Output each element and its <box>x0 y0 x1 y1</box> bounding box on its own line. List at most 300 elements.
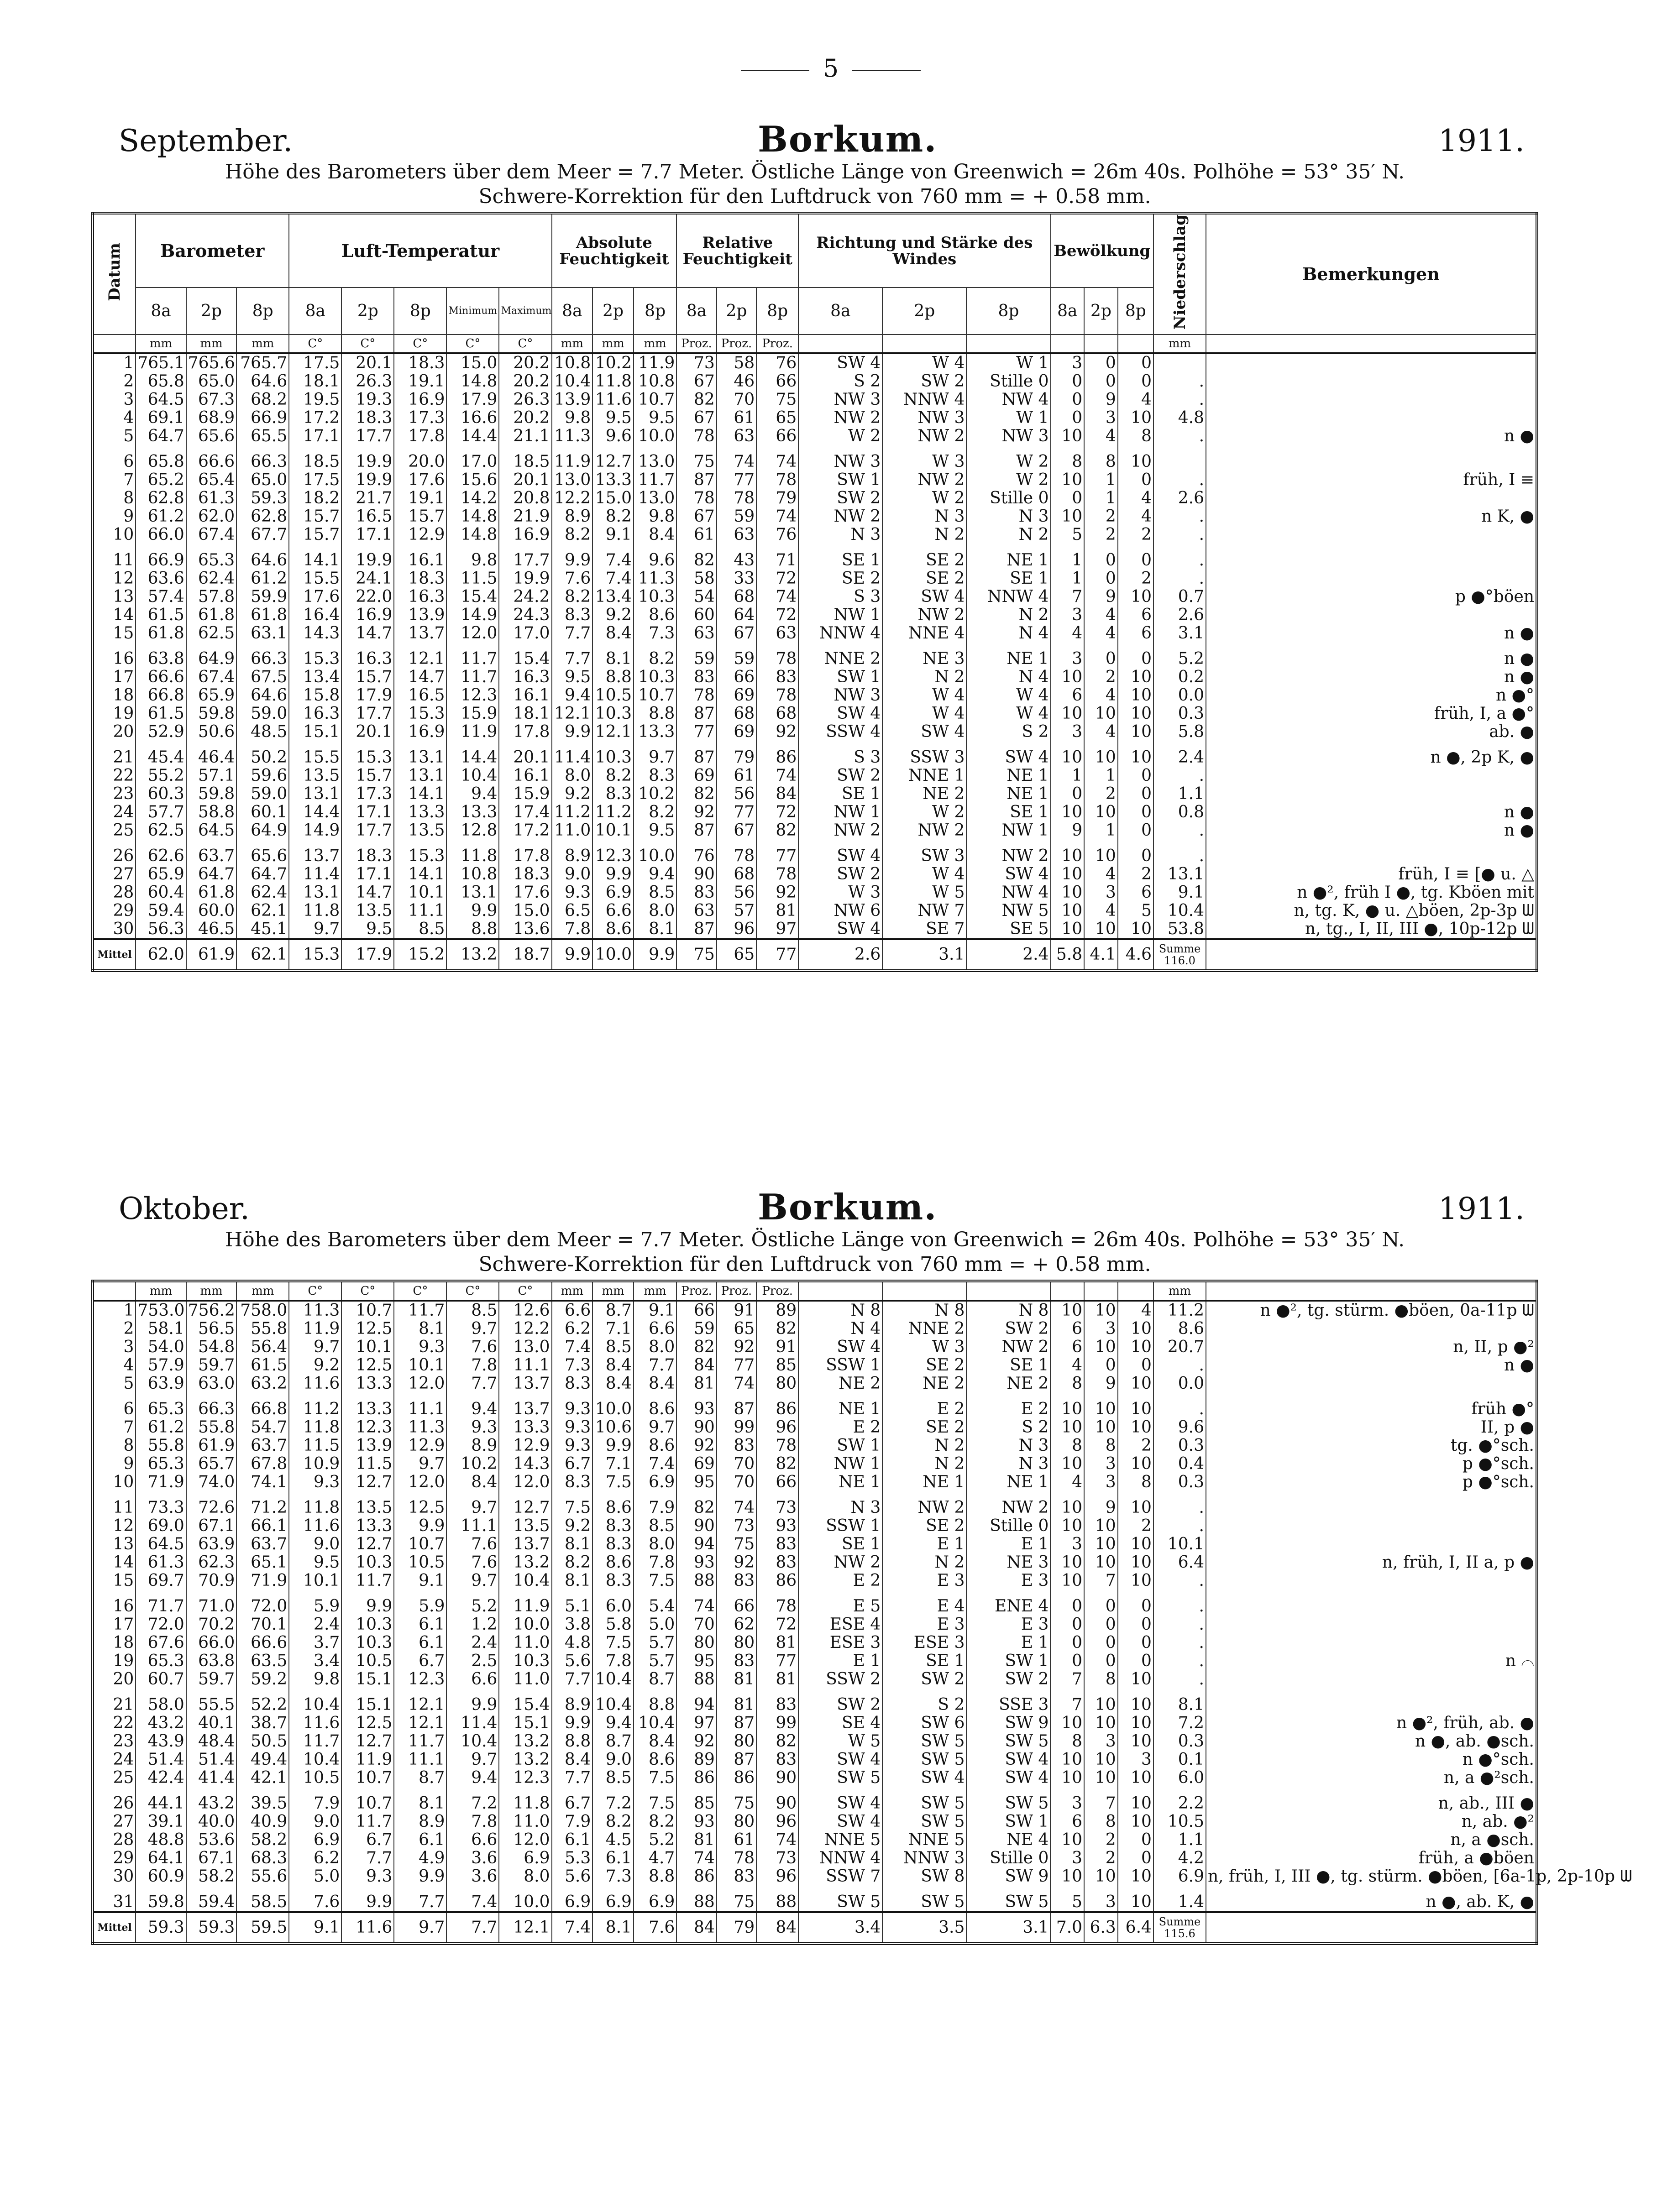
precipitation-cell: . <box>1153 1670 1206 1689</box>
cloud-2p-cell: 10 <box>1084 1553 1118 1572</box>
cloud-2p-cell: 1 <box>1084 471 1118 489</box>
temp-8p-cell: 13.5 <box>394 821 446 840</box>
temp-8a: 8a <box>289 288 341 335</box>
mittel-value: 75 <box>676 939 716 971</box>
abs-8a-cell: 9.2 <box>552 1517 593 1535</box>
table-row <box>93 606 1537 624</box>
day-cell: 18 <box>93 686 136 705</box>
cloud-8p-cell: 0 <box>1118 1652 1153 1670</box>
temp-2p-cell: 15.7 <box>341 668 394 686</box>
cloud-8a-cell: 10 <box>1050 1769 1084 1787</box>
rel-2p-cell: 67 <box>717 624 756 643</box>
wind-8a-cell: E 2 <box>798 1572 882 1590</box>
wind-2p-cell: E 4 <box>882 1590 966 1616</box>
abs-8a-cell: 8.2 <box>552 588 593 606</box>
wind-8a-cell: NW 1 <box>798 606 882 624</box>
rel-8a-cell: 83 <box>676 668 716 686</box>
rel-2p-cell: 87 <box>717 1714 756 1732</box>
summe-label: Summe <box>1159 942 1201 956</box>
temp-min-cell: 7.7 <box>446 1375 499 1393</box>
abs-8p-cell: 8.8 <box>634 1689 676 1714</box>
rel-2p-cell: 87 <box>717 1751 756 1769</box>
abs-8p-cell: 8.8 <box>634 705 676 723</box>
temp-2p-cell: 17.3 <box>341 785 394 803</box>
temp-min-cell: 1.2 <box>446 1616 499 1634</box>
precipitation-cell: 6.9 <box>1153 1867 1206 1886</box>
rel-8p-cell: 66 <box>756 427 798 445</box>
cloud-8p-cell: 0 <box>1118 372 1153 391</box>
baro-2p-cell: 51.4 <box>186 1751 236 1769</box>
baro-2p-cell: 66.0 <box>186 1634 236 1652</box>
table-row <box>93 1553 1537 1572</box>
temp-8p-cell: 6.7 <box>394 1652 446 1670</box>
year-title: 1911. <box>1438 1191 1525 1226</box>
table-row <box>93 723 1537 741</box>
baro-8p-cell: 61.5 <box>236 1356 289 1375</box>
wind-2p-cell: N 2 <box>882 526 966 544</box>
cloud-2p-cell: 1 <box>1084 821 1118 840</box>
day-cell: 9 <box>93 1455 136 1473</box>
temp-min-cell: 9.7 <box>446 1751 499 1769</box>
cloud-8a-cell: 1 <box>1051 570 1085 588</box>
abs-8a-cell: 11.0 <box>552 821 593 840</box>
temp-8p-cell: 20.0 <box>394 445 446 471</box>
baro-8a-cell: 63.8 <box>136 643 186 668</box>
abs-2p-cell: 8.2 <box>592 1813 634 1831</box>
day-cell: 27 <box>93 865 136 884</box>
remarks-cell: n, ab., III ● <box>1206 1787 1537 1813</box>
wind-2p-cell: NW 7 <box>882 902 966 920</box>
baro-2p-cell: 63.9 <box>186 1535 236 1553</box>
precipitation-cell: 0.7 <box>1153 588 1206 606</box>
abs-8p-cell: 9.5 <box>634 409 676 427</box>
cloud-8p-cell: 4 <box>1118 1301 1153 1320</box>
precipitation-cell: 10.5 <box>1153 1813 1206 1831</box>
baro-2p-cell: 67.4 <box>186 668 236 686</box>
remarks-cell: n ●°sch. <box>1206 1751 1537 1769</box>
precipitation-cell: 5.8 <box>1153 723 1206 741</box>
wind-8a-cell: S 3 <box>798 588 882 606</box>
baro-8a-cell: 61.5 <box>136 606 186 624</box>
temp-min-cell: 14.2 <box>446 489 499 507</box>
rel-8a-cell: 87 <box>676 821 716 840</box>
baro-8p-cell: 54.7 <box>236 1418 289 1437</box>
wind-2p-cell: SW 5 <box>882 1732 966 1751</box>
abs-8a-cell: 9.4 <box>552 686 593 705</box>
cloud-8a-cell: 10 <box>1050 1455 1084 1473</box>
wind-8a-cell: SSW 1 <box>798 1356 882 1375</box>
precipitation-cell: 0.3 <box>1153 705 1206 723</box>
temp-min-cell: 15.9 <box>446 705 499 723</box>
unit-blank <box>93 1281 136 1301</box>
cloud-8a-cell: 8 <box>1051 445 1085 471</box>
wind-8a-cell: NE 1 <box>798 1473 882 1491</box>
precipitation-cell: 0.4 <box>1153 1455 1206 1473</box>
temp-8p-cell: 9.1 <box>394 1572 446 1590</box>
cloud-8p-cell: 0 <box>1118 767 1153 785</box>
cloud-2p-cell: 0 <box>1084 570 1118 588</box>
rel-8p-cell: 82 <box>756 1732 798 1751</box>
wind-8a-cell: SW 1 <box>798 1437 882 1455</box>
cloud-2p-cell: 0 <box>1084 372 1118 391</box>
rel-8p-cell: 77 <box>756 840 798 865</box>
temp-min-cell: 15.0 <box>446 353 499 372</box>
cloud-8a-cell: 10 <box>1051 920 1085 939</box>
temp-2p-cell: 18.3 <box>341 409 394 427</box>
baro-8a-cell: 73.3 <box>136 1491 186 1517</box>
temp-8a-cell: 7.6 <box>289 1886 341 1912</box>
rel-2p-cell: 66 <box>717 668 756 686</box>
table-row <box>93 471 1537 489</box>
temp-8p-cell: 8.9 <box>394 1813 446 1831</box>
station-info-line: Höhe des Barometers über dem Meer = 7.7 Meter. Östliche Länge von Greenwich = 26m 40s. Polhöhe = 53° 35′ N. <box>225 1228 1405 1251</box>
wind-8p-cell: NNW 4 <box>966 588 1050 606</box>
wind-2p-cell: W 4 <box>882 686 966 705</box>
cloud-2p-cell: 10 <box>1084 741 1118 767</box>
day-cell: 2 <box>93 372 136 391</box>
temp-max-cell: 19.9 <box>499 570 551 588</box>
wind-8a-cell: SW 4 <box>798 1338 882 1356</box>
temp-min-cell: 2.5 <box>446 1652 499 1670</box>
baro-8p-cell: 68.3 <box>236 1849 289 1867</box>
rel-8a-cell: 87 <box>676 705 716 723</box>
wind-8a-cell: E 2 <box>798 1418 882 1437</box>
oktober-rows <box>93 1301 1632 1912</box>
temp-max-cell: 11.9 <box>499 1590 551 1616</box>
remarks-cell: n K, ● <box>1206 507 1537 526</box>
wind-8p-cell: SSE 3 <box>966 1689 1050 1714</box>
baro-8a-cell: 61.2 <box>136 1418 186 1437</box>
wind-2p-cell: SW 6 <box>882 1714 966 1732</box>
cloud-2p-cell: 2 <box>1084 785 1118 803</box>
baro-8p-cell: 48.5 <box>236 723 289 741</box>
cloud-8p-cell: 10 <box>1118 1886 1153 1912</box>
abs-8a-cell: 8.8 <box>552 1732 593 1751</box>
temp-8p-cell: 15.3 <box>394 840 446 865</box>
remarks-cell: II, p ● <box>1206 1418 1537 1437</box>
table-row <box>93 1732 1537 1751</box>
temp-max-cell: 11.0 <box>499 1670 551 1689</box>
temp-min-cell: 14.8 <box>446 526 499 544</box>
wind-8a-cell: SE 1 <box>798 1535 882 1553</box>
abs-8p-cell: 7.5 <box>634 1572 676 1590</box>
day-cell: 10 <box>93 526 136 544</box>
wind-8p-cell: W 2 <box>966 471 1050 489</box>
wind-8a-cell: NW 2 <box>798 409 882 427</box>
wind-2p-cell: NW 3 <box>882 409 966 427</box>
temp-min-cell: 9.9 <box>446 902 499 920</box>
rel-8a-cell: 83 <box>676 884 716 902</box>
rel-8p-cell: 99 <box>756 1714 798 1732</box>
rel-8a-cell: 95 <box>676 1652 716 1670</box>
mittel-value: 18.7 <box>499 939 551 971</box>
temp-min-cell: 11.5 <box>446 570 499 588</box>
table-row <box>93 1751 1537 1769</box>
temp-8p-cell: 15.7 <box>394 507 446 526</box>
abs-2p-cell: 8.3 <box>592 1572 634 1590</box>
cloud-8a-cell: 0 <box>1051 489 1085 507</box>
abs-8p-cell: 8.0 <box>634 1338 676 1356</box>
abs-8a-cell: 8.4 <box>552 1751 593 1769</box>
mittel-value: 15.2 <box>394 939 446 971</box>
remarks-cell <box>1206 526 1537 544</box>
wind-8a-cell: ESE 3 <box>798 1634 882 1652</box>
temp-8p-cell: 5.9 <box>394 1590 446 1616</box>
temp-2p-cell: 11.5 <box>341 1455 394 1473</box>
cloud-8a-cell: 10 <box>1050 1553 1084 1572</box>
precipitation-cell: 53.8 <box>1153 920 1206 939</box>
abs-8a-cell: 6.1 <box>552 1831 593 1849</box>
temp-8p-cell: 11.3 <box>394 1418 446 1437</box>
station-title: Borkum. <box>758 119 938 160</box>
temp-8a-cell: 11.2 <box>289 1393 341 1418</box>
temp-max-cell: 6.9 <box>499 1849 551 1867</box>
precipitation-cell: . <box>1153 507 1206 526</box>
precipitation-cell: 20.7 <box>1153 1338 1206 1356</box>
cloud-8p-cell: 0 <box>1118 643 1153 668</box>
wind-8p-cell: W 1 <box>966 409 1050 427</box>
abs-8a-cell: 9.2 <box>552 785 593 803</box>
wind-2p-cell: W 4 <box>882 353 966 372</box>
day-cell: 20 <box>93 723 136 741</box>
abs-8p-cell: 10.0 <box>634 427 676 445</box>
temp-max-cell: 13.5 <box>499 1517 551 1535</box>
temp-2p-cell: 21.7 <box>341 489 394 507</box>
temp-2p-cell: 12.7 <box>341 1473 394 1491</box>
day-cell: 26 <box>93 1787 136 1813</box>
baro-2p-cell: 60.0 <box>186 902 236 920</box>
temp-2p-cell: 12.5 <box>341 1320 394 1338</box>
temp-max-cell: 26.3 <box>499 391 551 409</box>
wind-8p-cell: NE 4 <box>966 1831 1050 1849</box>
unit-mm: mm <box>634 1281 676 1301</box>
temp-2p-cell: 22.0 <box>341 588 394 606</box>
rel-2p-cell: 46 <box>717 372 756 391</box>
baro-8p-cell: 64.6 <box>236 372 289 391</box>
baro-2p-cell: 63.8 <box>186 1652 236 1670</box>
wind-8a-cell: NW 3 <box>798 686 882 705</box>
table-row <box>93 409 1537 427</box>
wind-8p-cell: NW 1 <box>966 821 1050 840</box>
mittel-value: 9.7 <box>394 1912 446 1944</box>
abs-8p-cell: 9.5 <box>634 821 676 840</box>
wind-2p-cell: W 3 <box>882 1338 966 1356</box>
wind-8a-cell: NNW 4 <box>798 1849 882 1867</box>
baro-2p-cell: 55.5 <box>186 1689 236 1714</box>
rel-8p-cell: 73 <box>756 1849 798 1867</box>
rel-8p-cell: 86 <box>756 1393 798 1418</box>
temp-max-cell: 16.3 <box>499 668 551 686</box>
cloud-8a-cell: 3 <box>1050 1535 1084 1553</box>
temp-8a-cell: 11.6 <box>289 1375 341 1393</box>
baro-2p-cell: 72.6 <box>186 1491 236 1517</box>
baro-2p-cell: 62.3 <box>186 1553 236 1572</box>
precipitation-cell: . <box>1153 544 1206 570</box>
temp-8p-cell: 12.1 <box>394 1689 446 1714</box>
cloud-2p-cell: 10 <box>1084 1418 1118 1437</box>
temp-max-cell: 20.2 <box>499 409 551 427</box>
day-cell: 19 <box>93 1652 136 1670</box>
table-row <box>93 1301 1537 1320</box>
rel-2p-cell: 61 <box>717 409 756 427</box>
rel-8a-cell: 63 <box>676 624 716 643</box>
temp-8p-cell: 13.9 <box>394 606 446 624</box>
cloud-8a-cell: 10 <box>1051 803 1085 821</box>
rel-8a-cell: 93 <box>676 1553 716 1572</box>
temp-8a-cell: 15.7 <box>289 507 341 526</box>
baro-2p: 2p <box>186 288 236 335</box>
abs-8p-cell: 8.7 <box>634 1670 676 1689</box>
cloud-8p-cell: 10 <box>1118 1535 1153 1553</box>
rel-8a-cell: 66 <box>676 1301 716 1320</box>
day-cell: 2 <box>93 1320 136 1338</box>
abs-8a-cell: 4.8 <box>552 1634 593 1652</box>
baro-8a-cell: 69.0 <box>136 1517 186 1535</box>
unit-c: C° <box>446 335 499 353</box>
abs-2p-cell: 13.4 <box>592 588 634 606</box>
remarks-cell: p ●°böen <box>1206 588 1537 606</box>
temp-2p-cell: 11.7 <box>341 1572 394 1590</box>
baro-8a-cell: 55.8 <box>136 1437 186 1455</box>
day-cell: 5 <box>93 427 136 445</box>
rel-8a-cell: 81 <box>676 1831 716 1849</box>
cloud-8a-cell: 10 <box>1050 1418 1084 1437</box>
wind-8p-cell: NE 1 <box>966 767 1050 785</box>
remarks-cell: n, früh, I, III ●, tg. stürm. ●böen, [6a-1p, 2p-10p ᗯ <box>1206 1867 1537 1886</box>
rel-8a-cell: 78 <box>676 686 716 705</box>
cloud-8a-cell: 1 <box>1051 767 1085 785</box>
cloud-2p-cell: 0 <box>1084 1634 1118 1652</box>
temp-min-cell: 9.7 <box>446 1491 499 1517</box>
rel-2p-cell: 64 <box>717 606 756 624</box>
wind-8a-cell: SW 1 <box>798 471 882 489</box>
rel-2p-cell: 81 <box>717 1670 756 1689</box>
remarks-cell: n ●° <box>1206 686 1537 705</box>
table-row <box>93 686 1537 705</box>
temp-8a-cell: 17.5 <box>289 353 341 372</box>
temp-min-cell: 12.0 <box>446 624 499 643</box>
rel-8p-cell: 65 <box>756 409 798 427</box>
mittel-value: 15.3 <box>289 939 341 971</box>
precipitation-cell: 7.2 <box>1153 1714 1206 1732</box>
mittel-value: 61.9 <box>186 939 236 971</box>
table-row <box>93 1886 1537 1912</box>
day-cell: 3 <box>93 391 136 409</box>
abs-2p-cell: 12.7 <box>592 445 634 471</box>
wind-8p-cell: Stille 0 <box>966 1849 1050 1867</box>
cloud-2p-cell: 4 <box>1084 427 1118 445</box>
rel-8p-cell: 81 <box>756 902 798 920</box>
table-row <box>93 1375 1537 1393</box>
temp-min-cell: 6.6 <box>446 1670 499 1689</box>
cloud-2p-cell: 10 <box>1084 1393 1118 1418</box>
table-row <box>93 1634 1537 1652</box>
wind-8a-cell: SW 4 <box>798 1813 882 1831</box>
rel-8p-cell: 78 <box>756 1437 798 1455</box>
wind-8p-cell: E 1 <box>966 1535 1050 1553</box>
rel-2p-cell: 83 <box>717 1572 756 1590</box>
wind-2p-cell: W 5 <box>882 884 966 902</box>
mittel-value: 7.6 <box>634 1912 676 1944</box>
wind-8a-cell: SW 2 <box>798 767 882 785</box>
cloud-8a-cell: 4 <box>1051 624 1085 643</box>
baro-2p-cell: 58.2 <box>186 1867 236 1886</box>
cloud-8p-cell: 10 <box>1118 1375 1153 1393</box>
unit-blank <box>1118 335 1153 353</box>
remarks-cell: n, a ●²sch. <box>1206 1769 1537 1787</box>
abs-2p-cell: 15.0 <box>592 489 634 507</box>
day-cell: 9 <box>93 507 136 526</box>
temp-2p-cell: 24.1 <box>341 570 394 588</box>
precipitation-cell: . <box>1153 821 1206 840</box>
mittel-value: 3.4 <box>798 1912 882 1944</box>
mittel-value: 84 <box>676 1912 716 1944</box>
cloud-8a-cell: 0 <box>1050 1652 1084 1670</box>
rel-2p-cell: 57 <box>717 902 756 920</box>
abs-2p-cell: 10.4 <box>592 1670 634 1689</box>
barometer-header: Barometer <box>136 213 289 288</box>
abs-8p-cell: 9.7 <box>634 741 676 767</box>
cloud-2p-cell: 3 <box>1084 1473 1118 1491</box>
temp-max-cell: 15.4 <box>499 643 551 668</box>
temp-max-cell: 17.7 <box>499 544 551 570</box>
rel-2p: 2p <box>717 288 756 335</box>
wind-8p-cell: S 2 <box>966 1418 1050 1437</box>
temp-min-cell: 10.8 <box>446 865 499 884</box>
precipitation-cell: 8.1 <box>1153 1689 1206 1714</box>
temp-max-cell: 12.3 <box>499 1769 551 1787</box>
year-title: 1911. <box>1438 123 1525 158</box>
precipitation-cell: 0.3 <box>1153 1437 1206 1455</box>
baro-2p-cell: 61.9 <box>186 1437 236 1455</box>
table-row <box>93 1535 1537 1553</box>
cloud-8p-cell: 10 <box>1118 1572 1153 1590</box>
temp-min-cell: 8.8 <box>446 920 499 939</box>
remarks-cell <box>1206 1572 1537 1590</box>
table-row <box>93 1572 1537 1590</box>
temp-2p-cell: 12.3 <box>341 1418 394 1437</box>
abs-8p-cell: 7.4 <box>634 1455 676 1473</box>
unit-blank <box>798 1281 882 1301</box>
baro-2p-cell: 65.4 <box>186 471 236 489</box>
temp-min-cell: 3.6 <box>446 1867 499 1886</box>
day-cell: 16 <box>93 1590 136 1616</box>
gravity-correction-line: Schwere-Korrektion für den Luftdruck von 760 mm = + 0.58 mm. <box>478 1253 1151 1276</box>
temp-8p-cell: 6.1 <box>394 1831 446 1849</box>
wind-2p-cell: N 2 <box>882 1437 966 1455</box>
cloud-8a-cell: 8 <box>1050 1437 1084 1455</box>
cloud-8p-cell: 10 <box>1118 1393 1153 1418</box>
abs-8p-cell: 8.2 <box>634 643 676 668</box>
precipitation-cell: 6.4 <box>1153 1553 1206 1572</box>
temp-min-cell: 14.4 <box>446 741 499 767</box>
baro-8a-cell: 55.2 <box>136 767 186 785</box>
wind-8p-cell: Stille 0 <box>966 489 1050 507</box>
abs-8a-cell: 10.8 <box>552 353 593 372</box>
temp-8a-cell: 11.9 <box>289 1320 341 1338</box>
temp-2p-cell: 15.1 <box>341 1689 394 1714</box>
cloud-2p-cell: 2 <box>1084 507 1118 526</box>
mittel-value: 2.4 <box>966 939 1050 971</box>
baro-2p-cell: 70.2 <box>186 1616 236 1634</box>
day-cell: 13 <box>93 1535 136 1553</box>
temp-min-cell: 10.2 <box>446 1455 499 1473</box>
rel-8p-cell: 96 <box>756 1813 798 1831</box>
cloud-2p-cell: 3 <box>1084 1732 1118 1751</box>
wind-2p-cell: SW 5 <box>882 1886 966 1912</box>
wind-2p-cell: SE 2 <box>882 544 966 570</box>
temp-8a-cell: 15.3 <box>289 643 341 668</box>
